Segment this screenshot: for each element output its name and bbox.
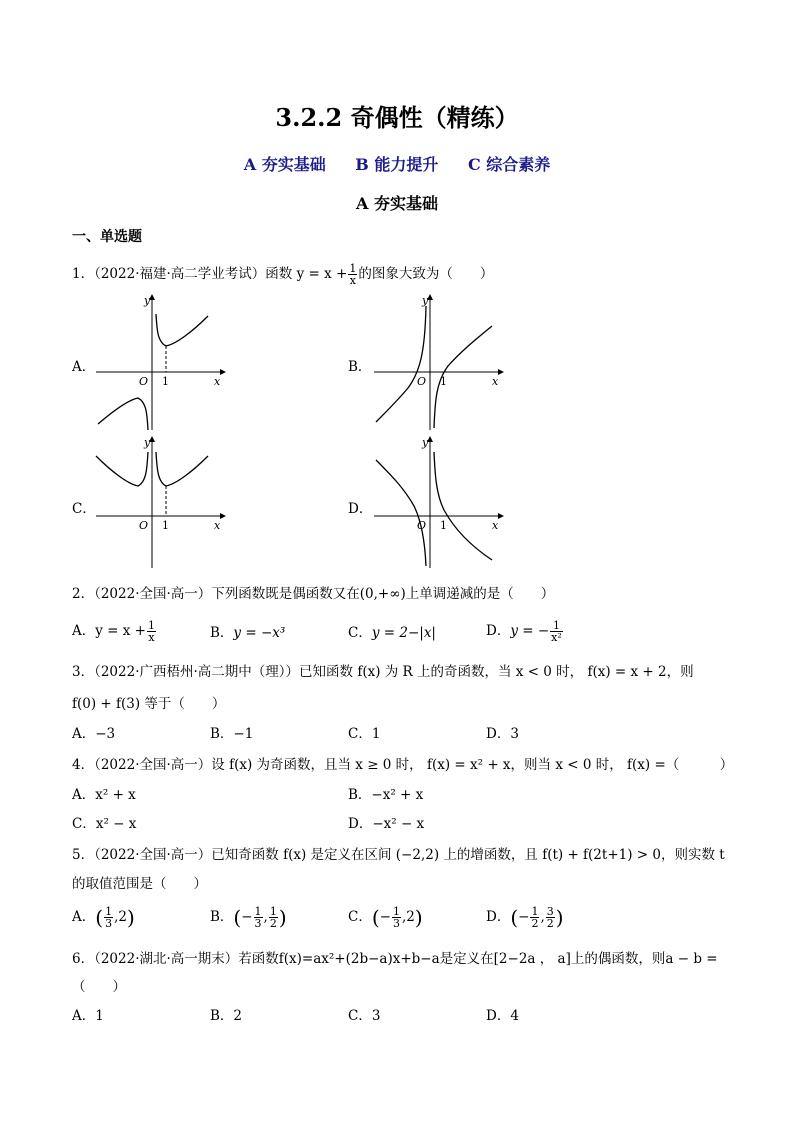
q1-graph-c (92, 434, 227, 574)
q3-option-d: D．3 (486, 726, 519, 742)
question-2 (72, 582, 554, 602)
question-6-line-1: 6．（2022·湖北·高一期末）若函数f(x)=ax²+(2b−a)x+b−a是定义在[2−2a ， a]上的偶函数，则a − b = (72, 951, 718, 967)
question-4: 4．（2022·全国·高一）设 f(x) 为奇函数，且当 x ≥ 0 时， f(x) = x² + x，则当 x < 0 时， f(x) =（ ） (72, 757, 734, 773)
q1-d-y: y (422, 436, 429, 449)
q1-option-a-label: A． (72, 359, 96, 375)
q2-stem: 2．（2022·全国·高一）下列函数既是偶函数又在 (72, 586, 360, 602)
q6-option-d: D．4 (486, 1008, 519, 1024)
q2-option-c: C．y = 2−|x| (348, 625, 436, 641)
q1-fraction: $\frac{1}{x}$ (349, 262, 357, 287)
q1-b-x: x (492, 375, 499, 388)
q3-option-b: B．−1 (210, 726, 254, 742)
q1-function: y = x + (296, 266, 348, 282)
q2-stem-end: 上单调递减的是（ ） (405, 586, 555, 602)
nav-link-c[interactable]: C 综合素养 (467, 155, 551, 174)
q1-graph-b (370, 292, 505, 432)
q1-b-one: 1 (440, 375, 447, 388)
q3-option-c: C．1 (348, 726, 381, 742)
q1-d-x: x (492, 519, 499, 532)
q4-option-a: A．x² + x (72, 787, 136, 803)
q6-option-a: A．1 (72, 1008, 104, 1024)
q6-option-c: C．3 (348, 1008, 381, 1024)
q1-option-d-label: D． (348, 501, 373, 517)
q1-c-x: x (214, 519, 221, 532)
question-5-line-1: 5．（2022·全国·高一）已知奇函数 f(x) 是定义在区间 (−2,2) 上的增函数，且 f(t) + f(2t+1) > 0，则实数 t (72, 847, 725, 863)
q1-graph-d (370, 434, 505, 574)
q1-a-y: y (144, 294, 151, 307)
q1-a-origin: O (139, 375, 149, 388)
q6-option-b: B．2 (210, 1008, 243, 1024)
question-1 (72, 262, 493, 286)
section-heading: A 夯实基础 (356, 194, 438, 213)
q1-b-y: y (422, 294, 429, 307)
q4-option-c: C．x² − x (72, 816, 137, 832)
question-6-line-2: （ ） (72, 979, 126, 995)
q1-d-origin: O (417, 519, 427, 532)
section-nav (0, 152, 794, 175)
q1-option-b-label: B． (348, 359, 372, 375)
q1-a-x: x (214, 375, 221, 388)
q4-option-b: B．−x² + x (348, 787, 424, 803)
q1-c-y: y (144, 436, 151, 449)
q2-option-b: B．y = −x³ (210, 625, 286, 641)
question-3-line-1: 3．（2022·广西梧州·高二期中（理））已知函数 f(x) 为 R 上的奇函数，当 x < 0 时， f(x) = x + 2，则 (72, 664, 694, 680)
q5-option-b: B．(− $\frac{1}{3}$ , $\frac{1}{2}$ ) (210, 905, 287, 930)
q1-c-one: 1 (162, 519, 169, 532)
question-3-line-2: f(0) + f(3) 等于（ ） (72, 696, 226, 712)
q1-b-origin: O (417, 375, 427, 388)
q1-prefix: 1．（2022·福建·高二学业考试）函数 (72, 266, 293, 282)
q5-option-d: D．(− $\frac{1}{2}$ , $\frac{3}{2}$ ) (486, 905, 564, 930)
q5-option-c: C．(− $\frac{1}{3}$ ,2) (348, 905, 423, 930)
page-title: 3.2.2 奇偶性（精练） (275, 103, 519, 132)
q1-suffix: 的图象大致为（ ） (358, 266, 494, 282)
q1-a-one: 1 (162, 375, 169, 388)
part-heading: 一、单选题 (72, 229, 142, 245)
nav-link-a[interactable]: A 夯实基础 (243, 155, 326, 174)
q4-option-d: D．−x² − x (348, 816, 425, 832)
q1-d-one: 1 (440, 519, 447, 532)
q2-option-d: D．y = − $\frac{1}{\text{x²}}$ (486, 619, 562, 644)
q2-option-a: A．y = x + $\frac{1}{x}$ (72, 619, 155, 644)
nav-link-b[interactable]: B 能力提升 (355, 155, 439, 174)
q2-interval: (0,+∞) (359, 586, 406, 602)
q1-c-origin: O (139, 519, 149, 532)
q1-graph-a (92, 292, 227, 432)
q1-option-c-label: C． (72, 501, 96, 517)
q3-option-a: A．−3 (72, 726, 116, 742)
q5-option-a: A．( $\frac{1}{3}$ ,2) (72, 905, 135, 930)
question-5-line-2: 的取值范围是（ ） (72, 876, 207, 892)
